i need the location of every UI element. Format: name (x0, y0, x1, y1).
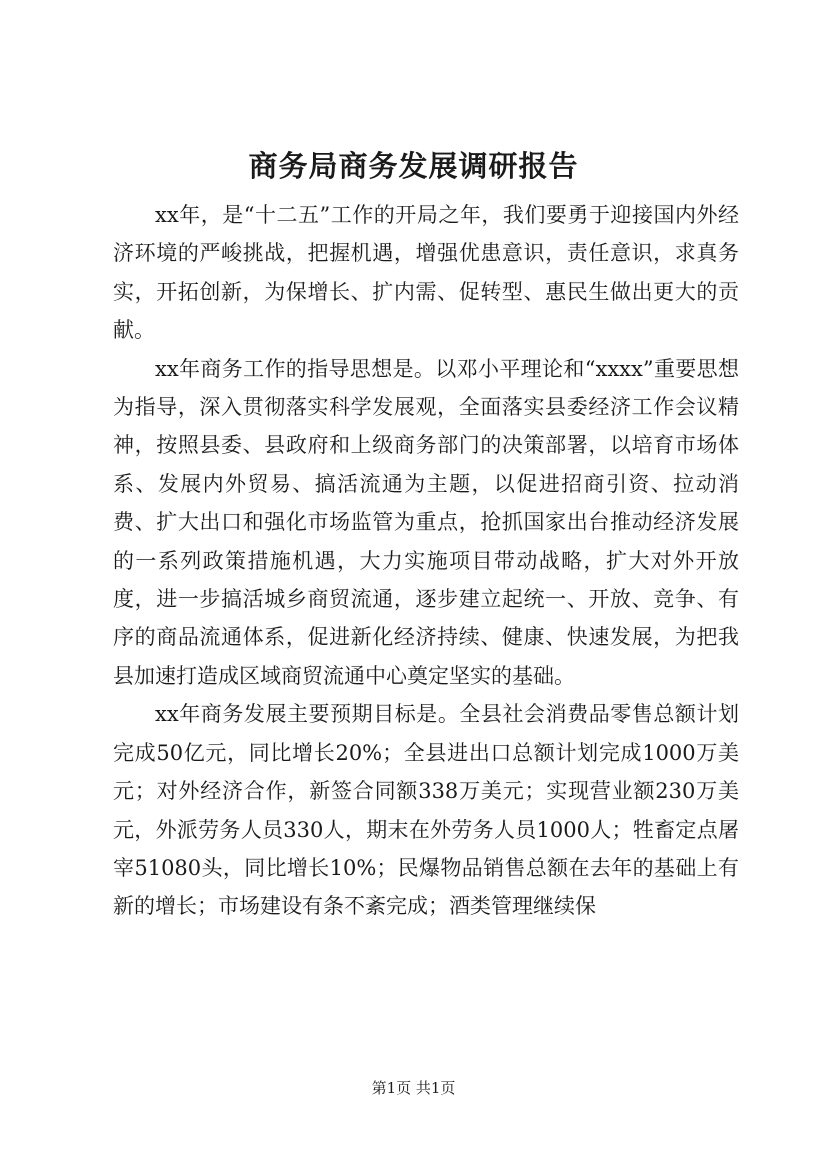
page-number-footer: 第1页 共1页 (371, 1079, 456, 1097)
paragraph-2: xx年商务工作的指导思想是。以邓小平理论和“xxxx”重要思想为指导，深入贯彻落实科学发展观，全面落实县委经济工作会议精神，按照县委、县政府和上级商务部门的决策部署，以培育市场体系、发展内外贸易、搞活流通为主题，以促进招商引资、拉动消费、扩大出口和强化市场监管为重点，抢抓国家出台推动经济发展的一系列政策措施机遇，大力实施项目带动战略，扩大对外开放度，进一步搞活城乡商贸流通，逐步建立起统一、开放、竞争、有序的商品流通体系，促进新化经济持续、健康、快速发展，为把我县加速打造成区域商贸流通中心奠定坚实的基础。 (113, 356, 739, 688)
document-title: 商务局商务发展调研报告 (248, 149, 579, 183)
paragraph-1: xx年，是“十二五”工作的开局之年，我们要勇于迎接国内外经济环境的严峻挑战，把握机遇，增强优患意识，责任意识，求真务实，开拓创新，为保增长、扩内需、促转型、惠民生做出更大的贡献。 (113, 203, 739, 343)
paragraph-3: xx年商务发展主要预期目标是。全县社会消费品零售总额计划完成50亿元，同比增长20%；全县进出口总额计划完成1000万美元；对外经济合作，新签合同额338万美元；实现营业额230万美元，外派劳务人员330人，期末在外劳务人员1000人；牲畜定点屠宰51080头，同比增长10%；民爆物品销售总额在去年的基础上有新的增长；市场建设有条不紊完成；酒类管理继续保 (113, 702, 739, 919)
document-body (113, 196, 739, 926)
